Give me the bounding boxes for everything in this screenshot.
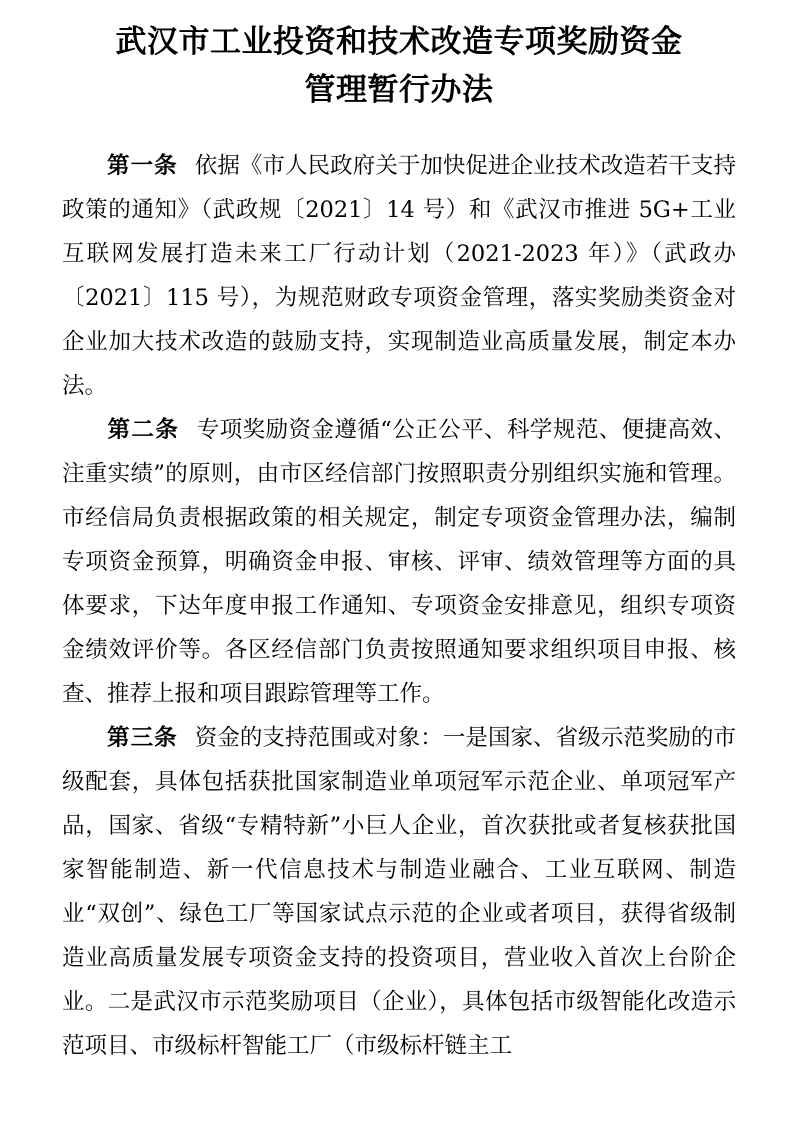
article-label-3: 第三条: [107, 725, 178, 751]
title-line-1: 武汉市工业投资和技术改造专项奖励资金: [115, 24, 683, 60]
article-text-1: 依据《市人民政府关于加快促进企业技术改造若干支持政策的通知》（武政规〔2021〕14 号）和《武汉市推进 5G+工业互联网发展打造未来工厂行动计划（2021-2023 年）》（武政办〔2021〕115 号），为规范财政专项资金管理，落实奖励类资金对企业加大技术改造的鼓励支持，实现制造业高质量发展，制定本办法。: [62, 153, 736, 399]
article-text-2: 专项奖励资金遵循“公正公平、科学规范、便捷高效、注重实绩”的原则，由市区经信部门按照职责分别组织实施和管理。市经信局负责根据政策的相关规定，制定专项资金管理办法，编制专项资金预算，明确资金申报、审核、评审、绩效管理等方面的具体要求，下达年度申报工作通知、专项资金安排意见，组织专项资金绩效评价等。各区经信部门负责按照通知要求组织项目申报、核查、推荐上报和项目跟踪管理等工作。: [62, 417, 736, 707]
title-line-2: 管理暂行办法: [304, 72, 494, 108]
page-title: [62, 18, 736, 114]
article-paragraph-2: [62, 408, 736, 716]
article-text-3: 资金的支持范围或对象：一是国家、省级示范奖励的市级配套，具体包括获批国家制造业单项冠军示范企业、单项冠军产品，国家、省级“专精特新”小巨人企业，首次获批或者复核获批国家智能制造、新一代信息技术与制造业融合、工业互联网、制造业“双创”、绿色工厂等国家试点示范的企业或者项目，获得省级制造业高质量发展专项资金支持的投资项目，营业收入首次上台阶企业。二是武汉市示范奖励项目（企业），具体包括市级智能化改造示范项目、市级标杆智能工厂（市级标杆链主工: [62, 725, 736, 1059]
article-paragraph-3: [62, 716, 736, 1068]
document-body: [62, 144, 736, 1068]
article-paragraph-1: [62, 144, 736, 408]
article-label-2: 第二条: [107, 417, 180, 443]
article-label-1: 第一条: [107, 153, 178, 179]
